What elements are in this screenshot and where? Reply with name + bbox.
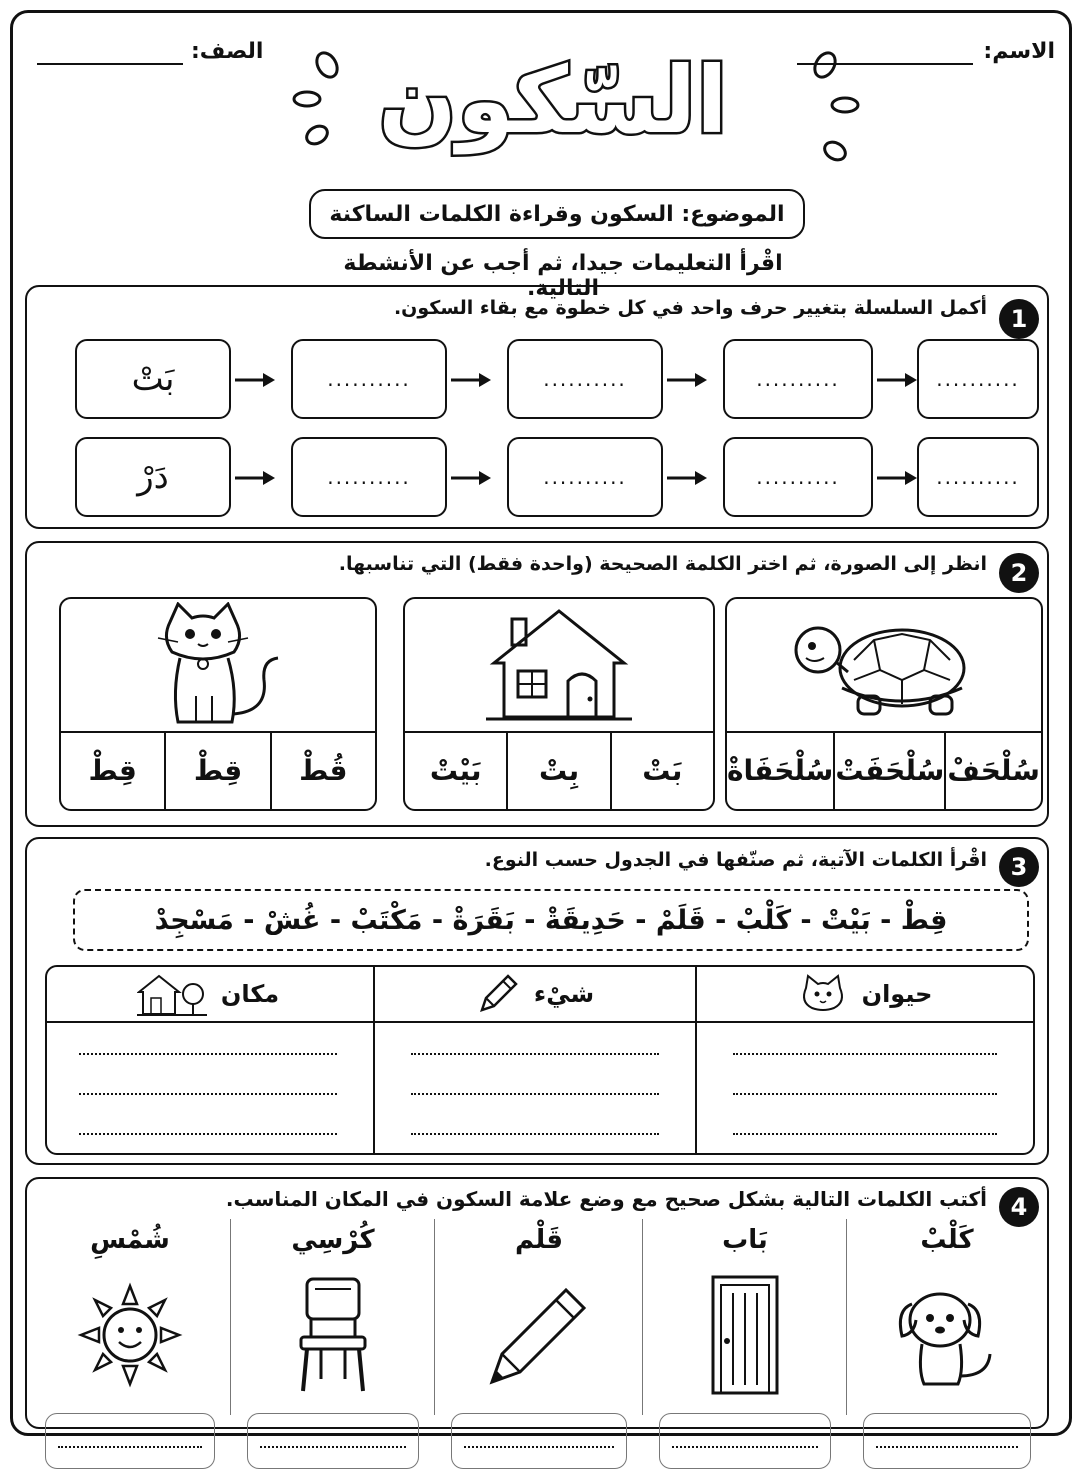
activity-1-instruction: أكمل السلسلة بتغيير حرف واحد في كل خطوة مع بقاء السكون.	[393, 297, 987, 319]
activity-2-section	[25, 541, 1049, 827]
activity-number: 1	[999, 299, 1039, 339]
activity-number: 2	[999, 553, 1039, 593]
arrow-right-icon	[451, 471, 491, 485]
topic-box: الموضوع: السكون وقراءة الكلمات الساكنة	[309, 189, 805, 239]
answer-box[interactable]	[451, 1413, 627, 1469]
answer-box[interactable]	[45, 1413, 215, 1469]
activity-4-instruction: أكتب الكلمات التالية بشكل صحيح مع وضع علامة السكون في المكان المناسب.	[225, 1187, 987, 1211]
chain-start-box: دَرْ	[75, 437, 231, 517]
arrow-right-icon	[667, 471, 707, 485]
activity-number: 3	[999, 847, 1039, 887]
chain-blank-box[interactable]: ..........	[917, 437, 1039, 517]
table-column-place	[45, 967, 373, 1153]
word-option[interactable]: قِطْ	[88, 753, 137, 787]
answer-box[interactable]	[659, 1413, 831, 1469]
word-item	[29, 1225, 231, 1427]
chain-blank-box[interactable]: ..........	[723, 339, 873, 419]
burst-right-icon	[803, 43, 873, 173]
turtle-icon	[784, 610, 984, 720]
chain-blank-box[interactable]: ..........	[507, 437, 663, 517]
classification-table	[45, 965, 1035, 1155]
door-icon	[705, 1273, 785, 1397]
chain-blank-box[interactable]: ..........	[723, 437, 873, 517]
class-line[interactable]	[37, 63, 183, 65]
picture-card	[725, 597, 1043, 811]
column-header: حيوان	[861, 980, 933, 1008]
dog-icon	[892, 1280, 1002, 1390]
chain-blank-box[interactable]: ..........	[291, 437, 447, 517]
arrow-right-icon	[877, 373, 917, 387]
cat-face-icon	[798, 974, 848, 1014]
activity-number: 4	[999, 1187, 1039, 1227]
class-label: الصف:	[191, 39, 264, 64]
word-item	[231, 1225, 435, 1427]
item-word: شُمْسِ	[90, 1225, 170, 1255]
word-option[interactable]: سُلْحَفْ	[944, 731, 1041, 809]
answer-box[interactable]	[247, 1413, 419, 1469]
word-option[interactable]: قُطْ	[270, 731, 375, 809]
answer-box[interactable]	[863, 1413, 1031, 1469]
chain-blank-box[interactable]: ..........	[917, 339, 1039, 419]
pencil-icon	[476, 972, 520, 1016]
chair-icon	[293, 1275, 373, 1395]
activity-2-instruction: انظر إلى الصورة، ثم اختر الكلمة الصحيحة (واحدة فقط) التي تناسبها.	[338, 553, 987, 575]
word-item	[643, 1225, 847, 1427]
arrow-right-icon	[877, 471, 917, 485]
answer-line[interactable]	[411, 1093, 659, 1095]
word-option[interactable]: بَيْتْ	[429, 753, 482, 787]
item-word: بَاب	[722, 1225, 768, 1255]
activity-3-instruction: اقْرأ الكلمات الآتية، ثم صنّفها في الجدول حسب النوع.	[484, 849, 987, 871]
answer-line[interactable]	[733, 1093, 997, 1095]
word-option[interactable]: سُلْحَفَتْ	[833, 731, 944, 809]
answer-line[interactable]	[79, 1093, 337, 1095]
answer-line[interactable]	[411, 1133, 659, 1135]
word-option[interactable]: بِتْ	[506, 731, 609, 809]
table-column-animal	[695, 967, 1033, 1153]
arrow-right-icon	[235, 471, 275, 485]
answer-line[interactable]	[79, 1053, 337, 1055]
arrow-right-icon	[667, 373, 707, 387]
name-label: الاسم:	[983, 39, 1055, 64]
cat-icon	[148, 602, 288, 728]
picture-card	[59, 597, 377, 811]
activity-1-section	[25, 285, 1049, 529]
worksheet-page	[10, 10, 1072, 1436]
word-option[interactable]: سُلْحَفَاةْ	[727, 753, 834, 787]
word-option[interactable]: قِطْ	[164, 731, 269, 809]
table-column-thing	[373, 967, 695, 1153]
answer-line[interactable]	[733, 1053, 997, 1055]
item-word: قَلْم	[514, 1225, 564, 1255]
general-instruction: اقْرأ التعليمات جيدا، ثم أجب عن الأنشطة التالية.	[343, 251, 783, 301]
chain-blank-box[interactable]: ..........	[291, 339, 447, 419]
answer-line[interactable]	[733, 1133, 997, 1135]
column-header: مكان	[220, 980, 280, 1008]
item-word: كَلْبْ	[920, 1225, 974, 1255]
item-word: كُرْسِي	[291, 1225, 375, 1255]
page-title: السّكون	[378, 47, 728, 154]
word-item	[435, 1225, 643, 1427]
activity-3-section	[25, 837, 1049, 1165]
arrow-right-icon	[235, 373, 275, 387]
chain-start-box: بَتْ	[75, 339, 231, 419]
turtle-picture	[727, 599, 1041, 733]
word-item	[847, 1225, 1047, 1427]
house-icon	[484, 605, 634, 725]
answer-line[interactable]	[411, 1053, 659, 1055]
sun-icon	[75, 1280, 185, 1390]
pencil-icon	[484, 1280, 594, 1390]
cat-picture	[61, 599, 375, 733]
arrow-right-icon	[451, 373, 491, 387]
answer-line[interactable]	[79, 1133, 337, 1135]
column-header: شيْء	[533, 980, 595, 1008]
house-picture	[405, 599, 713, 733]
chain-blank-box[interactable]: ..........	[507, 339, 663, 419]
house-tree-icon	[137, 972, 207, 1016]
word-option[interactable]: بَتْ	[610, 731, 713, 809]
word-bank: قِطْ - بَيْتْ - كَلْبْ - قَلَمْ - حَدِيقَةْ - بَقَرَةْ - مَكْتَبْ - غُشْ - مَسْجِدْ	[73, 889, 1029, 951]
activity-4-section	[25, 1177, 1049, 1429]
picture-card	[403, 597, 715, 811]
